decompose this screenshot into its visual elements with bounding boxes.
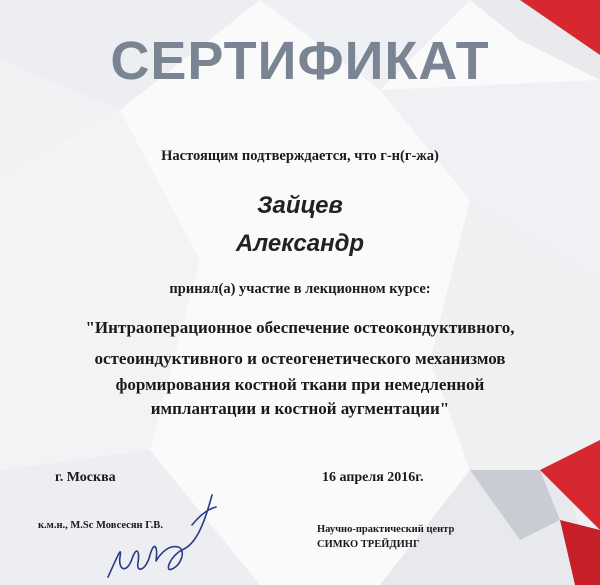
intro-text: Настоящим подтверждается, что г-н(г-жа) <box>161 148 439 164</box>
participation-text: принял(а) участие в лекционном курсе: <box>169 281 431 297</box>
course-title-line: "Интраоперационное обеспечение остеокондуктивного, <box>85 318 515 337</box>
issue-date: 16 апреля 2016г. <box>322 470 424 485</box>
course-title-line: имплантации и костной аугментации" <box>150 399 450 418</box>
certificate-title: СЕРТИФИКАТ <box>110 31 490 91</box>
signer-name: к.м.н., M.Sc Мовсесян Г.В. <box>38 520 163 531</box>
organization-line: Научно-практический центр <box>317 524 455 535</box>
recipient-first-name: Александр <box>235 230 365 257</box>
organization-name: СИМКО ТРЕЙДИНГ <box>317 539 420 550</box>
course-title-line: формирования костной ткани при немедленной <box>115 375 485 394</box>
recipient-surname: Зайцев <box>257 192 343 219</box>
handwritten-signature <box>100 485 230 585</box>
course-title-line: остеоиндуктивного и остеогенетического механизмов <box>94 349 506 368</box>
city-label: г. Москва <box>55 470 116 485</box>
